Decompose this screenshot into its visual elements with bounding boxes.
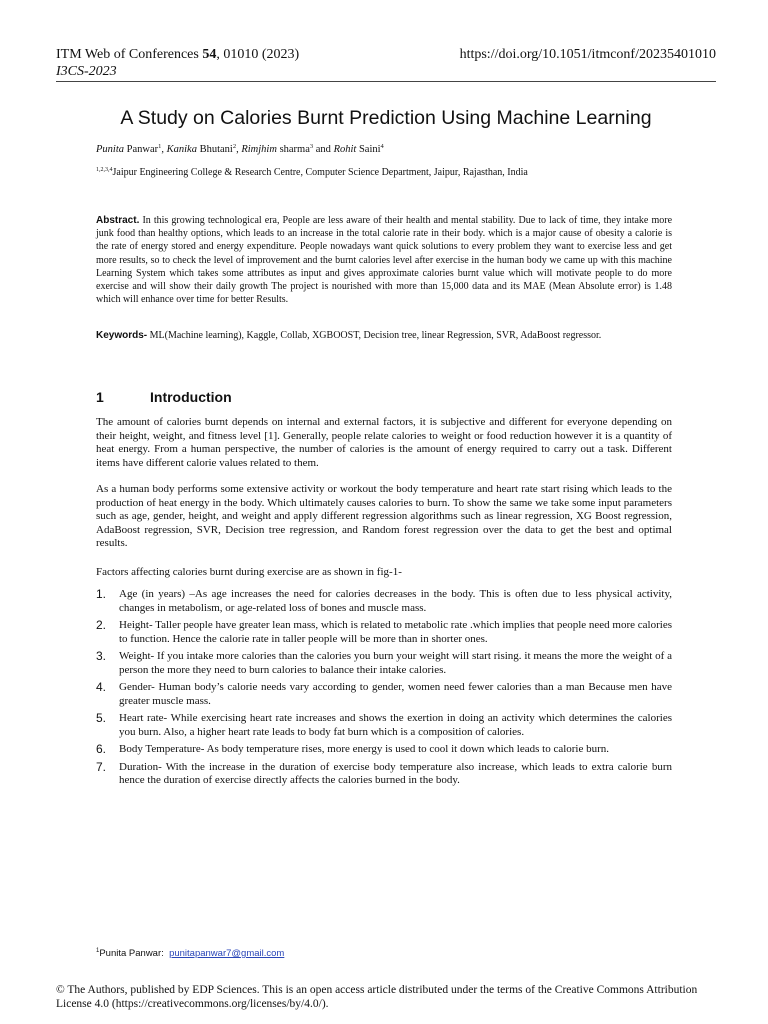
author-name: Rohit Saini$^4$ <box>333 143 384 155</box>
section-heading <box>96 389 232 406</box>
abstract-label: Abstract. <box>96 215 140 226</box>
keywords-text: ML(Machine learning), Kaggle, Collab, XGBOOST, Decision tree, linear Regression, SVR, AdaBoost regressor. <box>147 330 602 341</box>
section-title: Introduction <box>150 389 232 405</box>
paragraph: As a human body performs some extensive activity or workout the body temperature and heart rate start rising which leads to the production of heat energy in the body. Which ultimately causes calories to burn. To show the same we take some input parameters such as age, gender, height, and weight and apply different regression algorithms such as linear regression, XG Boost regression, AdaBoost regression, SVR, Decision tree regression, and Random forest regression over the data to get the best and optimal results. <box>96 483 672 549</box>
doi-link[interactable]: https://doi.org/10.1051/itmconf/20235401010 <box>459 47 716 62</box>
section-number: 1 <box>96 389 104 405</box>
journal-citation: ITM Web of Conferences 54, 01010 (2023) <box>56 47 300 62</box>
volume-number: 54 <box>202 47 217 62</box>
footnote: $^1$Punita Panwar: punitapanwar7@gmail.com <box>96 948 285 959</box>
author-name: Punita Panwar$^1$ <box>96 143 162 155</box>
running-header-left <box>56 46 299 80</box>
keywords-label: Keywords- <box>96 330 148 341</box>
list-item: 6. Body Temperature- As body temperature rises, more energy is used to cool it down which leads to calorie burn. <box>96 742 610 756</box>
email-link[interactable]: punitapanwar7@gmail.com <box>169 948 285 959</box>
list-item: 7. Duration- With the increase in the duration of exercise body temperature also increase, which leads to extra calorie burn hence the duration of exercise directly affects the calories burned in the body. <box>96 759 672 786</box>
abstract <box>96 214 672 306</box>
author-name: Rimjhim sharma$^3$ <box>241 143 314 155</box>
author-name: Kanika Bhutani$^2$ <box>166 143 237 155</box>
conference-name: I3CS-2023 <box>56 64 117 79</box>
abstract-text: In this growing technological era, People are less aware of their health and mental stability. Due to lack of time, they intake more junk food than healthy options, which leads to an increase in the total calorie rate in their body. which is a major cause of obesity a calorie is the rate of energy stored and energy expenditure. People nowadays want quick solutions to every problem they want to exercise less and get more results, so to check the level of improvement and the burnt calories level after exercise in the human body we came up with this machine Learning System which takes some attributes as input and gives approximate calories burnt value which will motivate people to do more exercise and will show their daily growth The project is nourished with more than 15,000 data and its MAE (Mean Absolute error) is 1.48 which will enhance over time for better Results. <box>96 215 673 306</box>
affiliation: $^{1,2,3,4}$Jaipur Engineering College & Research Centre, Computer Science Department, Jaipur, Rajasthan, India <box>96 167 528 178</box>
factors-list <box>96 588 672 792</box>
paper-title: A Study on Calories Burnt Prediction Using Machine Learning <box>120 107 652 129</box>
list-item: 5. Heart rate- While exercising heart rate increases and shows the exertion in doing an activity which determines the calories you burn. Also, a higher heart rate leads to body fat burn which is a composition of calories. <box>96 711 672 738</box>
list-item: 4. Gender- Human body’s calorie needs vary according to gender, women need fewer calories than a man Because men have greater muscle mass. <box>96 680 672 707</box>
list-item: 2. Height- Taller people have greater lean mass, which is related to metabolic rate .which implies that people need more calories to function. Hence the calorie rate in taller people will be more than in shorter ones. <box>96 618 672 645</box>
author-list: Punita Panwar$^1$, Kanika Bhutani$^2$, Rimjhim sharma$^3$ and Rohit Saini$^4$ <box>96 143 384 155</box>
paragraph: The amount of calories burnt depends on internal and external factors, it is subjective and different for everyone depending on their height, weight, and fitness level [1]. Generally, people relate calories to weight or food reduction however it is a quantity of heat energy. From a human perspective, the number of calories is the amount of energy required to carry out a task. Different items have different calorie values related to them. <box>96 416 672 469</box>
header-divider <box>56 81 716 82</box>
copyright-notice: © The Authors, published by EDP Sciences. This is an open access article distributed under the terms of the Creative Commons Attribution License 4.0 (https://creativecommons.org/licenses/by/4.0/). <box>56 984 698 1010</box>
keywords <box>96 329 672 342</box>
list-item: 3. Weight- If you intake more calories than the calories you burn your weight will start rising. it means the more the weight of a person the more they need to burn calories to balance their intake calories. <box>96 649 672 676</box>
list-item: 1. Age (in years) –As age increases the need for calories decreases in the body. This is often due to less physical activity, changes in metabolism, or age-related loss of bones and muscle mass. <box>96 587 672 614</box>
paragraph: Factors affecting calories burnt during exercise are as shown in fig-1- <box>96 566 402 578</box>
